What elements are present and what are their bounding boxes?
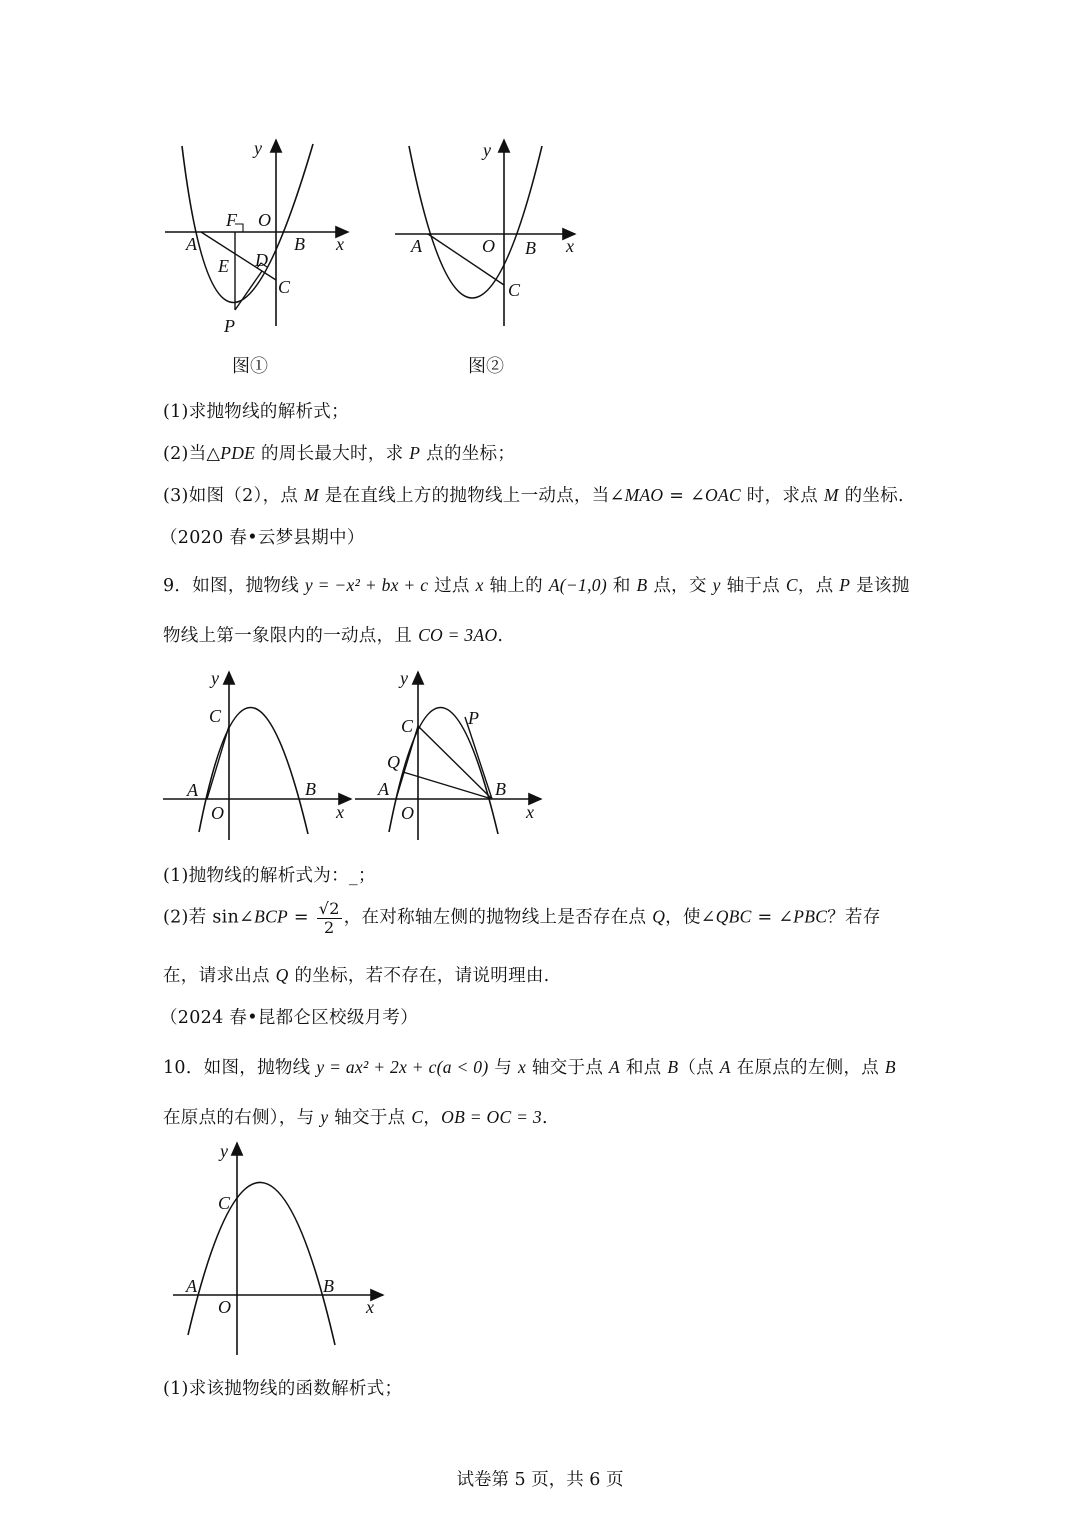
text: = xyxy=(288,907,315,928)
label-x: x xyxy=(526,802,534,822)
label-P: P xyxy=(468,708,479,728)
q9-part1: (1)抛物线的解析式为：_； xyxy=(163,866,376,886)
text: （点 xyxy=(678,1058,720,1078)
q9-part2-line1 xyxy=(163,900,881,936)
math: B xyxy=(884,1057,896,1077)
text: 在原点的左侧，点 xyxy=(730,1058,885,1078)
math: y = ax² + 2x + c(a < 0) xyxy=(316,1057,489,1077)
q8-part1: (1)求抛物线的解析式； xyxy=(163,402,349,422)
math: CO = 3AO xyxy=(418,625,498,645)
text: (2)当△ xyxy=(163,444,221,464)
text: 是该抛 xyxy=(850,576,910,596)
text: 点的坐标； xyxy=(420,444,516,464)
text: ？若存 xyxy=(827,907,881,928)
math: C xyxy=(411,1107,424,1127)
math: C xyxy=(785,575,798,595)
text: 轴于点 xyxy=(720,576,786,596)
text: . xyxy=(497,626,504,646)
fraction xyxy=(317,900,342,936)
q9-stem-line1 xyxy=(163,572,910,597)
label-B: B xyxy=(305,779,316,799)
math: B xyxy=(636,575,648,595)
label-y: y xyxy=(254,138,262,158)
label-O: O xyxy=(211,803,224,823)
math: y xyxy=(712,575,721,595)
label-B: B xyxy=(294,234,305,254)
label-A: A xyxy=(186,234,197,254)
label-B: B xyxy=(495,779,506,799)
label-A: A xyxy=(187,780,198,800)
text: 点，交 xyxy=(647,576,713,596)
math: A xyxy=(719,1057,731,1077)
math: PDE xyxy=(220,443,256,463)
math: M xyxy=(304,485,319,505)
label-C: C xyxy=(508,280,521,300)
math: PBC xyxy=(793,906,828,927)
text: ，在对称轴左侧的抛物线上是否存在点 xyxy=(343,907,653,928)
label-y: y xyxy=(220,1141,228,1161)
math: BCP xyxy=(254,906,289,927)
figure-1-caption: 图① xyxy=(232,356,268,377)
label-A: A xyxy=(378,779,389,799)
text: 时，求点 xyxy=(740,486,824,506)
label-C: C xyxy=(209,706,222,726)
label-O: O xyxy=(401,803,414,823)
q9-source: （2020 春•云梦县期中） xyxy=(160,528,365,548)
segment-PB xyxy=(465,717,492,799)
text: 是在直线上方的抛物线上一动点，当∠ xyxy=(318,486,625,506)
q8-part2 xyxy=(163,440,515,465)
label-E: E xyxy=(218,256,229,276)
math: A(−1,0) xyxy=(548,575,607,595)
parabola xyxy=(409,146,542,298)
text: 的周长最大时，求 xyxy=(255,444,410,464)
label-Q: Q xyxy=(387,752,400,772)
math: OB = OC = 3 xyxy=(441,1107,542,1127)
math: Q xyxy=(652,906,666,927)
q9-stem-line2 xyxy=(163,622,503,647)
text: ， xyxy=(423,1108,442,1128)
label-x: x xyxy=(366,1297,374,1317)
text: 与 xyxy=(488,1058,518,1078)
text: 在，请求出点 xyxy=(163,966,276,986)
label-F: F xyxy=(226,210,237,230)
label-x: x xyxy=(566,236,574,256)
math: OAC xyxy=(705,485,741,505)
text: ，点 xyxy=(797,576,840,596)
math: A xyxy=(609,1057,620,1077)
q9-part2-line2 xyxy=(163,962,550,987)
text: 过点 xyxy=(428,576,476,596)
text: 和点 xyxy=(620,1058,668,1078)
text: (2)若 sin∠ xyxy=(163,907,255,928)
figure-4 xyxy=(345,662,550,847)
q8-part3 xyxy=(163,482,904,507)
label-A: A xyxy=(411,236,422,256)
text: = ∠ xyxy=(751,907,794,928)
text: = ∠ xyxy=(663,486,706,506)
math: P xyxy=(409,443,421,463)
text: 9．如图，抛物线 xyxy=(163,576,305,596)
label-O: O xyxy=(258,210,271,230)
label-O: O xyxy=(482,236,495,256)
page-footer: 试卷第 5 页，共 6 页 xyxy=(456,1470,624,1490)
math: M xyxy=(823,485,839,505)
parabola xyxy=(182,144,313,303)
label-B: B xyxy=(525,238,536,258)
label-y: y xyxy=(400,668,408,688)
math: y xyxy=(320,1107,329,1127)
figure-1 xyxy=(150,130,370,345)
math: y = −x² + bx + c xyxy=(304,575,429,595)
text: 的坐标. xyxy=(838,486,904,506)
math: P xyxy=(839,575,851,595)
label-D: D xyxy=(255,250,268,270)
q10-stem-line1 xyxy=(163,1054,896,1079)
text: ，使∠ xyxy=(665,907,716,928)
text: 轴交于点 xyxy=(328,1108,412,1128)
text: 物线上第一象限内的一动点，且 xyxy=(163,626,419,646)
math: Q xyxy=(275,965,289,985)
text: 10．如图，抛物线 xyxy=(163,1058,317,1078)
label-C: C xyxy=(278,277,291,297)
segment-PD xyxy=(235,271,262,310)
text: 和 xyxy=(606,576,637,596)
q10-stem-line2 xyxy=(163,1104,548,1129)
math: MAO xyxy=(624,485,664,505)
math: x xyxy=(517,1057,527,1077)
text: 在原点的右侧），与 xyxy=(163,1108,321,1128)
figure-2 xyxy=(385,130,590,340)
math: x xyxy=(475,575,484,595)
figure-2-caption: 图② xyxy=(468,356,504,377)
segment-AC xyxy=(207,726,229,799)
math: B xyxy=(667,1057,679,1077)
label-x: x xyxy=(336,802,344,822)
label-x: x xyxy=(336,234,344,254)
numerator: √2 xyxy=(318,899,340,918)
q10-part1: (1)求该抛物线的函数解析式； xyxy=(163,1379,403,1399)
text: (3)如图（2），点 xyxy=(163,486,305,506)
label-y: y xyxy=(211,668,219,688)
denominator: 2 xyxy=(323,917,335,937)
label-P: P xyxy=(224,316,235,336)
text: 轴交于点 xyxy=(526,1058,609,1078)
text: . xyxy=(541,1108,548,1128)
label-C: C xyxy=(401,716,414,736)
text: 的坐标，若不存在，请说明理由. xyxy=(288,966,550,986)
label-B: B xyxy=(323,1276,334,1296)
label-C: C xyxy=(218,1193,231,1213)
text: 轴上的 xyxy=(483,576,549,596)
label-y: y xyxy=(483,140,491,160)
math: QBC xyxy=(715,906,752,927)
parabola xyxy=(188,1182,335,1345)
q10-source: （2024 春•昆都仑区校级月考） xyxy=(160,1008,419,1028)
label-O: O xyxy=(218,1297,231,1317)
label-A: A xyxy=(186,1276,197,1296)
figure-3 xyxy=(155,662,360,847)
figure-5 xyxy=(168,1135,393,1360)
